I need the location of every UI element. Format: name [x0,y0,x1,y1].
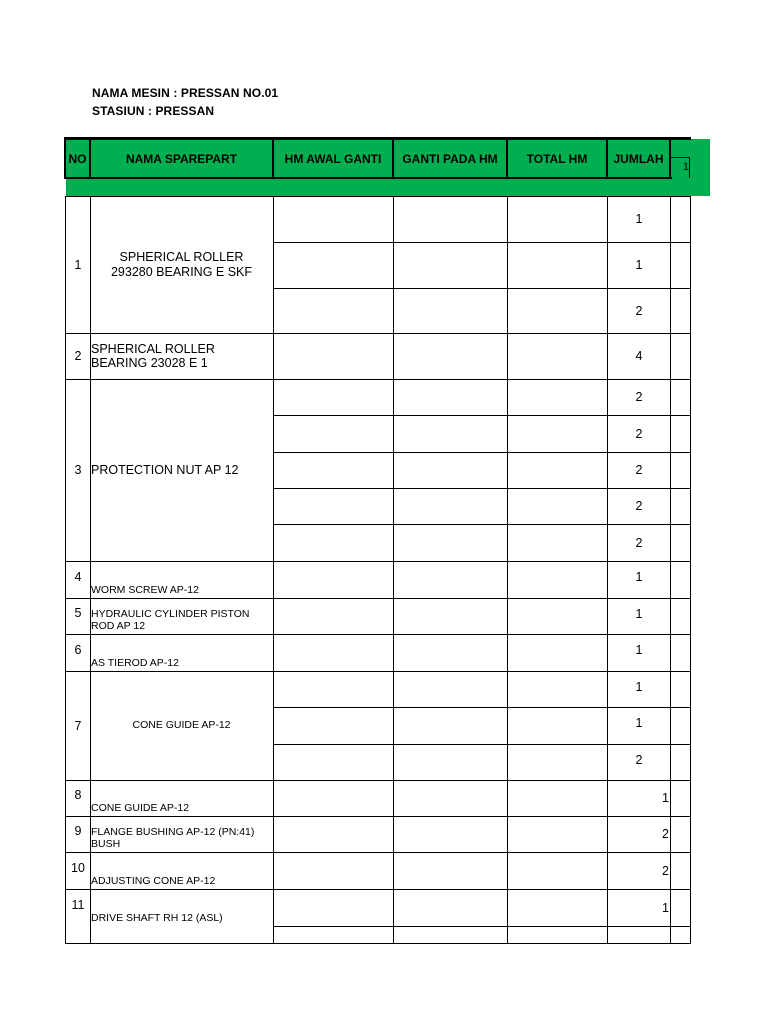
item-number: 9 [74,824,82,838]
corner-border-top [670,157,690,158]
jumlah-value: 1 [635,212,643,226]
total-hm-cell[interactable] [508,816,606,851]
header-top-border [64,137,691,140]
sparepart-name [91,598,272,634]
jumlah-value: 1 [662,900,669,915]
ganti-pada-hm-cell[interactable] [394,671,506,706]
jumlah-value: 1 [635,680,643,694]
col-header-ganti-pada-hm: GANTI PADA HM [402,151,498,166]
jumlah-value: 2 [662,827,669,841]
header-col-border [89,138,91,178]
hm-awal-ganti-cell[interactable] [274,816,392,851]
ganti-pada-hm-cell[interactable] [394,634,506,670]
total-hm-cell[interactable] [508,524,606,560]
ganti-pada-hm-cell[interactable] [394,780,506,815]
sparepart-name [91,780,272,816]
total-hm-cell[interactable] [508,333,606,378]
sparepart-name [91,561,272,598]
sparepart-name-text: CONE GUIDE AP-12 [91,801,190,814]
ganti-pada-hm-cell[interactable] [394,288,506,332]
ganti-pada-hm-cell[interactable] [394,415,506,451]
item-number: 10 [71,861,85,875]
hm-awal-ganti-cell[interactable] [274,707,392,743]
corner-border-right [689,157,690,178]
ganti-pada-hm-cell[interactable] [394,561,506,597]
sparepart-name-text: SPHERICAL ROLLER 293280 BEARING E SKF [110,250,253,279]
sparepart-name [91,634,272,671]
jumlah-value: 4 [635,349,643,363]
item-number: 6 [74,643,82,657]
item-number: 8 [74,788,82,802]
sparepart-name [91,671,272,780]
hm-awal-ganti-cell[interactable] [274,452,392,487]
total-hm-cell[interactable] [508,452,606,487]
ganti-pada-hm-cell[interactable] [394,452,506,487]
jumlah-value: 1 [635,570,643,584]
jumlah-value: 1 [635,258,643,272]
header-col-border [506,138,508,178]
col-header-no: NO [68,151,87,166]
header-col-border [606,138,608,178]
total-hm-cell[interactable] [508,852,606,888]
ganti-pada-hm-cell[interactable] [394,524,506,560]
total-hm-cell[interactable] [508,242,606,287]
ganti-pada-hm-cell[interactable] [394,196,506,241]
jumlah-value: 1 [635,716,643,730]
total-hm-cell[interactable] [508,671,606,706]
item-number: 11 [71,898,85,912]
hm-awal-ganti-cell[interactable] [274,852,392,888]
sparepart-name-text: WORM SCREW AP-12 [91,583,199,596]
total-hm-cell[interactable] [508,634,606,670]
total-hm-cell[interactable] [508,707,606,743]
header-col-border [64,138,66,178]
header-col-border [392,138,394,178]
item-number: 7 [74,718,82,733]
sparepart-name-text: PROTECTION NUT AP 12 [91,462,239,477]
total-hm-cell[interactable] [508,598,606,633]
sparepart-name-text: ADJUSTING CONE AP-12 [91,874,216,887]
hm-awal-ganti-cell[interactable] [274,561,392,597]
jumlah-value: 1 [635,643,643,657]
ganti-pada-hm-cell[interactable] [394,852,506,888]
jumlah-value: 2 [635,753,643,767]
item-number: 5 [74,606,82,620]
hm-awal-ganti-cell[interactable] [274,196,392,241]
hm-awal-ganti-cell[interactable] [274,780,392,815]
ganti-pada-hm-cell[interactable] [394,816,506,851]
sparepart-name-text: AS TIEROD AP-12 [91,656,179,669]
item-number: 3 [74,463,82,477]
sparepart-name [91,379,272,561]
total-hm-cell[interactable] [508,780,606,815]
hm-awal-ganti-cell[interactable] [274,242,392,287]
total-hm-cell[interactable] [508,288,606,332]
hm-awal-ganti-cell[interactable] [274,671,392,706]
jumlah-value: 1 [635,607,643,621]
hm-awal-ganti-cell[interactable] [274,524,392,560]
ganti-pada-hm-cell[interactable] [394,598,506,633]
hm-awal-ganti-cell[interactable] [274,288,392,332]
header-col-border [272,138,274,178]
total-hm-cell[interactable] [508,561,606,597]
ganti-pada-hm-cell[interactable] [394,744,506,779]
sparepart-name-text: DRIVE SHAFT RH 12 (ASL) [91,911,223,924]
total-hm-cell[interactable] [508,379,606,414]
sparepart-name [91,816,272,852]
item-number: 4 [74,570,82,584]
item-number: 1 [74,257,82,272]
sparepart-name [91,852,272,889]
jumlah-value: 2 [635,390,643,404]
col-header-hm-awal: HM AWAL GANTI [284,151,382,166]
sparepart-name-text: SPHERICAL ROLLER BEARING 23028 E 1 [91,341,215,370]
header-col-border [669,138,671,178]
jumlah-value: 2 [635,303,643,318]
item-number: 2 [74,349,82,363]
col-header-jumlah: JUMLAH [613,151,664,166]
header-bottom-border [64,177,672,179]
sparepart-name [91,889,272,926]
hm-awal-ganti-cell[interactable] [274,488,392,523]
jumlah-value: 2 [635,463,643,477]
hm-awal-ganti-cell[interactable] [274,415,392,451]
jumlah-value: 2 [635,499,643,513]
hm-awal-ganti-cell[interactable] [274,634,392,670]
ganti-pada-hm-cell[interactable] [394,379,506,414]
total-hm-cell[interactable] [508,744,606,779]
ganti-pada-hm-cell[interactable] [394,488,506,523]
table-bottom-line [65,943,691,944]
sparepart-name-text: HYDRAULIC CYLINDER PISTON ROD AP 12 [91,607,250,632]
col-line [690,196,691,943]
sparepart-name-text: FLANGE BUSHING AP-12 (PN:41) BUSH [91,825,255,850]
ganti-pada-hm-cell[interactable] [394,889,506,925]
hm-awal-ganti-cell[interactable] [274,889,392,925]
jumlah-value: 1 [662,791,669,805]
ganti-pada-hm-cell[interactable] [394,707,506,743]
machine-name-line: NAMA MESIN : PRESSAN NO.01 [92,86,279,100]
total-hm-cell[interactable] [508,889,606,925]
station-line: STASIUN : PRESSAN [92,104,215,118]
jumlah-value: 2 [662,863,669,878]
total-hm-cell[interactable] [508,196,606,241]
corner-value: 1 [682,161,689,173]
hm-awal-ganti-cell[interactable] [274,744,392,779]
ganti-pada-hm-cell[interactable] [394,333,506,378]
col-header-name: NAMA SPAREPART [125,151,238,166]
sparepart-name [91,196,272,333]
hm-awal-ganti-cell[interactable] [274,598,392,633]
total-hm-cell[interactable] [508,488,606,523]
sparepart-name-text: CONE GUIDE AP-12 [132,719,231,732]
jumlah-value: 2 [635,535,643,550]
total-hm-cell[interactable] [508,415,606,451]
hm-awal-ganti-cell[interactable] [274,379,392,414]
col-header-total-hm: TOTAL HM [526,151,588,166]
sparepart-name [91,333,272,379]
ganti-pada-hm-cell[interactable] [394,242,506,287]
hm-awal-ganti-cell[interactable] [274,333,392,378]
row-line [273,926,691,927]
jumlah-value: 2 [635,426,643,441]
